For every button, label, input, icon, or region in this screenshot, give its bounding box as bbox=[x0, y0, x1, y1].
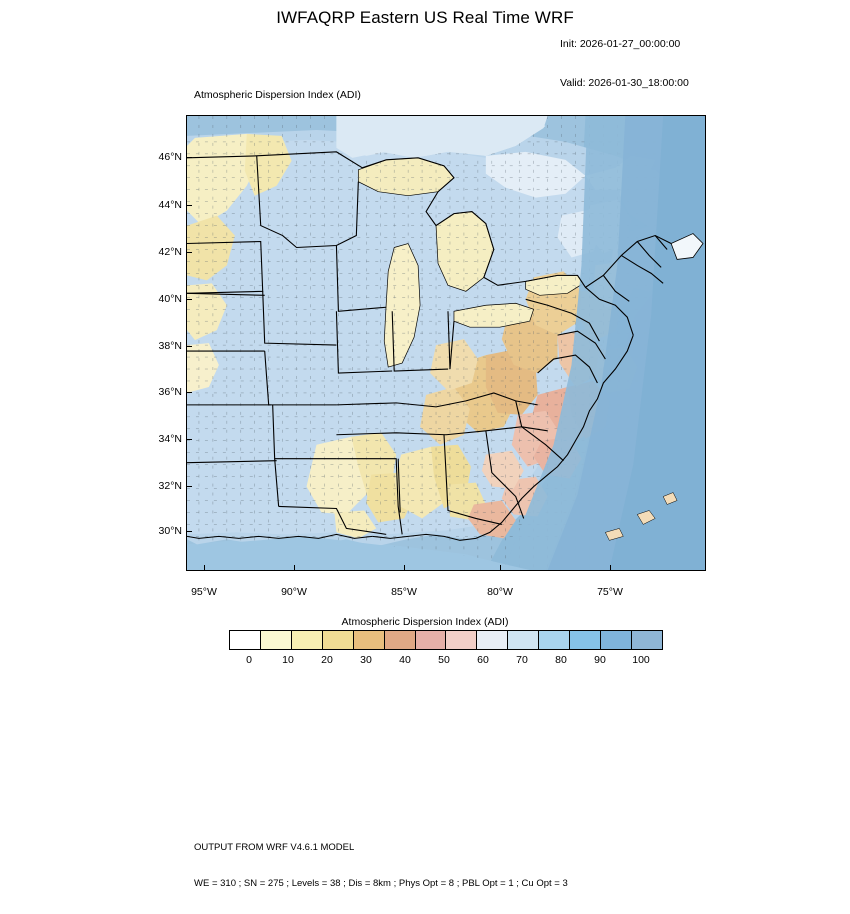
axis-label-y-4: 38°N bbox=[158, 340, 182, 352]
axis-label-y-5: 36°N bbox=[158, 386, 182, 398]
colorbar-segment bbox=[446, 631, 477, 649]
colorbar-tick: 10 bbox=[282, 654, 294, 666]
colorbar-tick: 20 bbox=[321, 654, 333, 666]
page-title: IWFAQRP Eastern US Real Time WRF bbox=[276, 8, 574, 27]
colorbar-segment bbox=[508, 631, 539, 649]
colorbar-title: Atmospheric Dispersion Index (ADI) bbox=[341, 616, 509, 628]
axis-label-y-6: 34°N bbox=[158, 433, 182, 445]
colorbar-segment bbox=[416, 631, 447, 649]
colorbar-segment bbox=[261, 631, 292, 649]
axis-label-y-8: 30°N bbox=[158, 525, 182, 537]
colorbar-tick: 70 bbox=[516, 654, 528, 666]
colorbar-tick-labels bbox=[229, 654, 663, 674]
axis-label-y-1: 44°N bbox=[158, 199, 182, 211]
colorbar bbox=[229, 630, 663, 650]
colorbar-segment bbox=[354, 631, 385, 649]
colorbar-segment bbox=[385, 631, 416, 649]
init-time: Init: 2026-01-27_00:00:00 bbox=[560, 38, 681, 50]
colorbar-segment bbox=[570, 631, 601, 649]
footer-line-2: WE = 310 ; SN = 275 ; Levels = 38 ; Dis = 8km ; Phys Opt = 8 ; PBL Opt = 1 ; Cu Opt = 3 bbox=[194, 878, 568, 889]
colorbar-tick: 60 bbox=[477, 654, 489, 666]
plot-title: Atmospheric Dispersion Index (ADI) bbox=[194, 89, 361, 101]
axis-label-y-0: 46°N bbox=[158, 151, 182, 163]
colorbar-segment bbox=[292, 631, 323, 649]
colorbar-segment bbox=[601, 631, 632, 649]
colorbar-tick: 40 bbox=[399, 654, 411, 666]
axis-label-x-1: 90°W bbox=[281, 586, 307, 598]
colorbar-tick: 100 bbox=[632, 654, 650, 666]
axis-label-y-7: 32°N bbox=[158, 480, 182, 492]
colorbar-segment bbox=[477, 631, 508, 649]
footer-line-1: OUTPUT FROM WRF V4.6.1 MODEL bbox=[194, 842, 355, 853]
valid-time: Valid: 2026-01-30_18:00:00 bbox=[560, 77, 689, 89]
axis-label-y-2: 42°N bbox=[158, 246, 182, 258]
colorbar-segment bbox=[230, 631, 261, 649]
colorbar-tick: 0 bbox=[246, 654, 252, 666]
colorbar-tick: 30 bbox=[360, 654, 372, 666]
map-plot-area bbox=[186, 115, 706, 571]
model-info-footer bbox=[194, 818, 568, 914]
colorbar-segment bbox=[539, 631, 570, 649]
colorbar-tick: 90 bbox=[594, 654, 606, 666]
colorbar-tick: 50 bbox=[438, 654, 450, 666]
axis-label-x-2: 85°W bbox=[391, 586, 417, 598]
map-canvas bbox=[187, 116, 705, 570]
colorbar-tick: 80 bbox=[555, 654, 567, 666]
axis-label-x-4: 75°W bbox=[597, 586, 623, 598]
colorbar-segment bbox=[323, 631, 354, 649]
axis-label-x-3: 80°W bbox=[487, 586, 513, 598]
colorbar-segment bbox=[632, 631, 662, 649]
axis-label-x-0: 95°W bbox=[191, 586, 217, 598]
axis-label-y-3: 40°N bbox=[158, 293, 182, 305]
model-time-block bbox=[560, 12, 689, 116]
